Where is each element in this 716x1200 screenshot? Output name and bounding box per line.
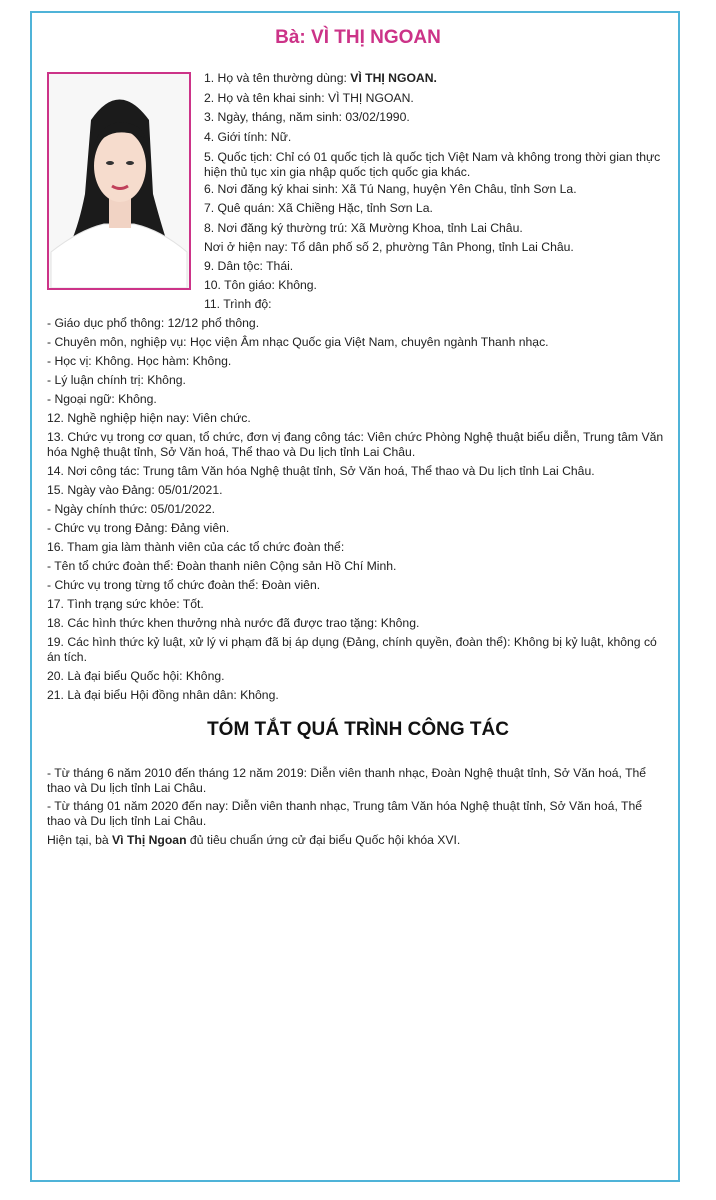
- summary-item-2: - Từ tháng 01 năm 2020 đến nay: Diễn viên thanh nhạc, Trung tâm Văn hóa Nghệ thuật tỉnh, Sở Văn hoá, Thể thao và Du lịch tỉnh Lai Châu.: [47, 799, 643, 828]
- candidate-title: Bà: VÌ THỊ NGOAN: [275, 27, 441, 48]
- info-line-13: 13. Chức vụ trong cơ quan, tổ chức, đơn vị đang công tác: Viên chức Phòng Nghệ thuật biểu diễn, Trung tâm Văn hóa Nghệ thuật tỉnh, Sở Văn hoá, Thể thao và Du lịch tỉnh Lai Châu.: [47, 430, 664, 459]
- info-line-1: 1. Họ và tên thường dùng: VÌ THỊ NGOAN.: [204, 71, 437, 85]
- info-line-18: 18. Các hình thức khen thưởng nhà nước đã được trao tặng: Không.: [47, 616, 420, 630]
- info-line-12: 12. Nghề nghiệp hiện nay: Viên chức.: [47, 411, 251, 425]
- info-line-5: 5. Quốc tịch: Chỉ có 01 quốc tịch là quốc tịch Việt Nam và không trong thời gian thực hiện thủ tục xin gia nhập quốc tịch quốc gia khác.: [204, 150, 661, 179]
- info-line-15b: - Chức vụ trong Đảng: Đảng viên.: [47, 521, 230, 535]
- portrait-photo: [47, 72, 191, 290]
- info-line-10: 10. Tôn giáo: Không.: [204, 278, 317, 292]
- info-line-21: 21. Là đại biểu Hội đồng nhân dân: Không.: [47, 688, 279, 702]
- info-line-16b: - Chức vụ trong từng tổ chức đoàn thể: Đoàn viên.: [47, 578, 321, 592]
- summary-heading: TÓM TẮT QUÁ TRÌNH CÔNG TÁC: [207, 719, 509, 740]
- summary-conclusion: Hiện tại, bà Vì Thị Ngoan đủ tiêu chuẩn ứng cử đại biểu Quốc hội khóa XVI.: [47, 833, 461, 847]
- info-line-11d: - Lý luận chính trị: Không.: [47, 373, 186, 387]
- info-line-4: 4. Giới tính: Nữ.: [204, 130, 292, 144]
- info-line-19: 19. Các hình thức kỷ luật, xử lý vi phạm đã bị áp dụng (Đảng, chính quyền, đoàn thể): Không bị kỷ luật, không có án tích.: [47, 635, 657, 664]
- info-line-16a: - Tên tổ chức đoàn thể: Đoàn thanh niên Cộng sản Hồ Chí Minh.: [47, 559, 397, 573]
- info-line-6: 6. Nơi đăng ký khai sinh: Xã Tú Nang, huyện Yên Châu, tỉnh Sơn La.: [204, 182, 577, 196]
- info-line-11e: - Ngoại ngữ: Không.: [47, 392, 157, 406]
- info-line-15: 15. Ngày vào Đảng: 05/01/2021.: [47, 483, 223, 497]
- info-line-11c: - Học vị: Không. Học hàm: Không.: [47, 354, 232, 368]
- summary-item-1: - Từ tháng 6 năm 2010 đến tháng 12 năm 2019: Diễn viên thanh nhạc, Đoàn Nghệ thuật tỉnh, Sở Văn hoá, Thể thao và Du lịch tỉnh Lai Châu.: [47, 766, 647, 795]
- info-line-11: 11. Trình độ:: [204, 297, 272, 311]
- info-line-16: 16. Tham gia làm thành viên của các tổ chức đoàn thể:: [47, 540, 345, 554]
- info-line-9: 9. Dân tộc: Thái.: [204, 259, 294, 273]
- info-line-14: 14. Nơi công tác: Trung tâm Văn hóa Nghệ thuật tỉnh, Sở Văn hoá, Thể thao và Du lịch tỉnh Lai Châu.: [47, 464, 595, 478]
- info-line-11b: - Chuyên môn, nghiệp vụ: Học viện Âm nhạc Quốc gia Việt Nam, chuyên ngành Thanh nhạc.: [47, 335, 549, 349]
- info-line-2: 2. Họ và tên khai sinh: VÌ THỊ NGOAN.: [204, 91, 414, 105]
- info-line-7: 7. Quê quán: Xã Chiềng Hặc, tỉnh Sơn La.: [204, 201, 433, 215]
- info-line-8: 8. Nơi đăng ký thường trú: Xã Mường Khoa, tỉnh Lai Châu.: [204, 221, 523, 235]
- info-line-17: 17. Tình trạng sức khỏe: Tốt.: [47, 597, 204, 611]
- info-line-15a: - Ngày chính thức: 05/01/2022.: [47, 502, 216, 516]
- info-line-20: 20. Là đại biểu Quốc hội: Không.: [47, 669, 225, 683]
- info-line-3: 3. Ngày, tháng, năm sinh: 03/02/1990.: [204, 110, 410, 124]
- info-line-residence: Nơi ở hiện nay: Tổ dân phố số 2, phường Tân Phong, tỉnh Lai Châu.: [204, 240, 574, 254]
- info-line-11a: - Giáo dục phổ thông: 12/12 phổ thông.: [47, 316, 260, 330]
